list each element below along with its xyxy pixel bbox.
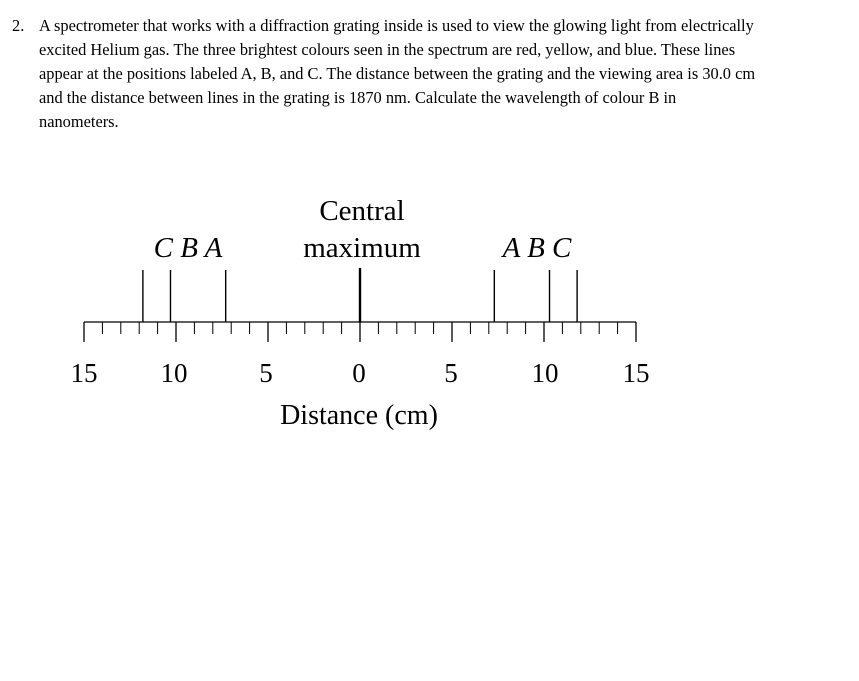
central-label-line2: maximum xyxy=(303,232,421,264)
question-line-3: appear at the positions labeled A, B, and C. The distance between the grating and the viewing area is 30.0 cm xyxy=(39,64,756,83)
spectral-lines xyxy=(143,268,577,322)
tick-label-left-5: 5 xyxy=(259,358,273,388)
question-line-1: A spectrometer that works with a diffraction grating inside is used to view the glowing light from electrically xyxy=(39,16,754,35)
tick-label-zero: 0 xyxy=(352,358,366,388)
question-number: 2. xyxy=(12,16,25,35)
question-line-5: nanometers. xyxy=(39,112,119,131)
tick-label-right-5: 5 xyxy=(444,358,458,388)
tick-label-right-10: 10 xyxy=(531,358,559,388)
tick-label-left-10: 10 xyxy=(160,358,188,388)
tick-label-left-15: 15 xyxy=(70,358,98,388)
question-line-2: excited Helium gas. The three brightest colours seen in the spectrum are red, yellow, and blue. These lines xyxy=(39,40,736,59)
ruler-scale xyxy=(84,322,636,342)
central-label-line1: Central xyxy=(319,195,405,227)
tick-label-right-15: 15 xyxy=(622,358,650,388)
question-line-4: and the distance between lines in the grating is 1870 nm. Calculate the wavelength of colour B in xyxy=(39,88,677,107)
axis-label: Distance (cm) xyxy=(280,400,438,431)
left-line-labels: C B A xyxy=(153,232,223,264)
right-line-labels: A B C xyxy=(502,232,572,264)
